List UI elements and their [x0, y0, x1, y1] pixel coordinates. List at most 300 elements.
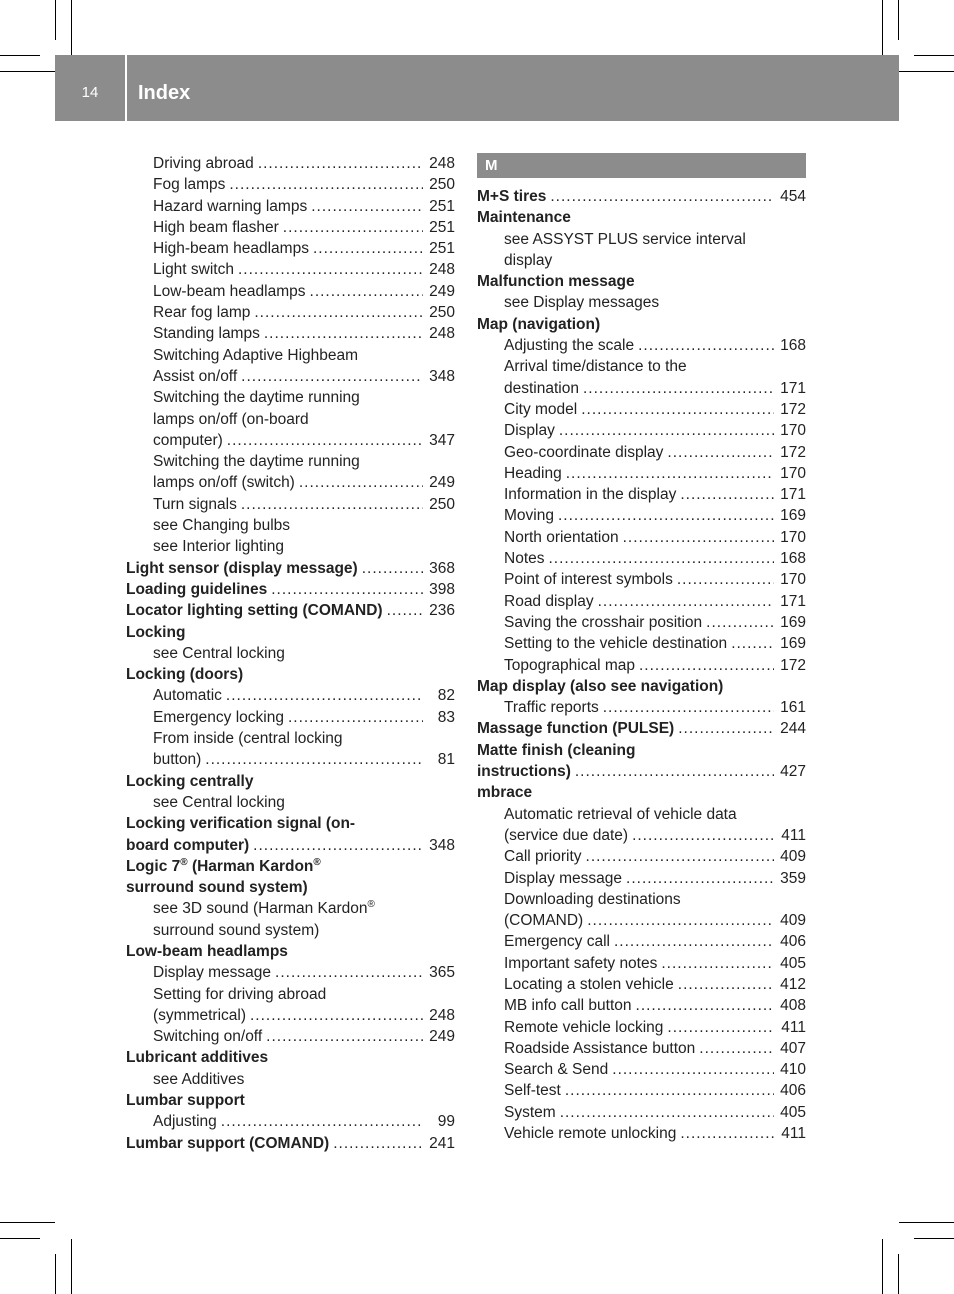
leader-dots: [250, 1005, 423, 1026]
page-reference: 406: [780, 1082, 806, 1100]
crop-mark: [0, 1238, 40, 1239]
index-subentry: [126, 515, 455, 536]
entry-text: board computer): [126, 836, 250, 854]
page-reference: 410: [780, 1061, 806, 1079]
entry-text: mbrace: [477, 784, 533, 802]
entry-text: Maintenance: [477, 209, 571, 227]
entry-text: Adjusting: [153, 1113, 217, 1131]
page-reference: 169: [780, 613, 806, 631]
page-reference: 168: [780, 550, 806, 568]
entry-text: High beam flasher: [153, 218, 279, 236]
crop-mark: [882, 0, 883, 55]
page-reference: 171: [780, 379, 806, 397]
index-subentry: [126, 1069, 455, 1090]
page-reference: 168: [780, 337, 806, 355]
leader-dots: [221, 1111, 423, 1132]
index-entry: [477, 207, 806, 228]
entry-text: City model: [504, 400, 578, 418]
index-subentry: [126, 962, 455, 983]
page-reference: 365: [429, 964, 455, 982]
leader-dots: [699, 1038, 774, 1059]
index-subentry: [126, 1026, 455, 1047]
page-reference: 171: [780, 486, 806, 504]
entry-text: Standing lamps: [153, 325, 260, 343]
index-subentry: [477, 612, 806, 633]
index-subentry: [126, 707, 455, 728]
page-reference: 407: [780, 1039, 806, 1057]
leader-dots: [253, 835, 423, 856]
leader-dots: [559, 420, 774, 441]
leader-dots: [632, 825, 774, 846]
entry-text: Search & Send: [504, 1061, 609, 1079]
entry-text: Geo-coordinate display: [504, 443, 664, 461]
page-reference: 83: [437, 708, 455, 726]
page-reference: 250: [429, 176, 455, 194]
page-reference: 82: [437, 687, 455, 705]
leader-dots: [680, 1123, 774, 1144]
index-entry: [477, 314, 806, 335]
leader-dots: [581, 399, 774, 420]
page-reference: 454: [780, 188, 806, 205]
page-reference: 368: [429, 559, 455, 577]
entry-text: Malfunction message: [477, 273, 635, 291]
index-subentry: [126, 984, 455, 1027]
page-reference: 248: [429, 1006, 455, 1024]
leader-dots: [229, 174, 423, 195]
page-reference: 250: [429, 495, 455, 513]
page-reference: 241: [429, 1134, 455, 1152]
page-reference: 409: [780, 912, 806, 930]
index-entry: [126, 941, 455, 962]
index-subentry: [126, 153, 455, 174]
page-reference: 170: [780, 464, 806, 482]
index-subentry: [477, 633, 806, 654]
page-reference: 398: [429, 580, 455, 598]
index-subentry: [126, 536, 455, 557]
entry-text: Switching the daytime running: [153, 453, 360, 471]
index-subentry: [477, 889, 806, 932]
page-number: 14: [81, 84, 99, 101]
entry-text: Switching on/off: [153, 1028, 263, 1046]
leader-dots: [313, 238, 423, 259]
entry-text: Topographical map: [504, 656, 635, 674]
page-title: Index: [138, 82, 191, 104]
page-reference: 244: [780, 720, 806, 738]
index-subentry: [477, 442, 806, 463]
index-entry: [126, 856, 455, 899]
entry-text: surround sound system): [126, 879, 308, 897]
leader-dots: [271, 579, 423, 600]
entry-text: (COMAND): [504, 912, 584, 930]
leader-dots: [558, 505, 774, 526]
entry-text: M+S tires: [477, 188, 547, 205]
entry-text: instructions): [477, 763, 571, 781]
entry-text: Lumbar support: [126, 1092, 245, 1110]
entry-text: Important safety notes: [504, 954, 658, 972]
index-subentry: [477, 356, 806, 399]
entry-text: Display: [504, 422, 555, 440]
page-reference: 249: [429, 282, 455, 300]
leader-dots: [333, 1133, 423, 1154]
entry-text: Rear fog lamp: [153, 304, 251, 322]
letter-heading: M: [477, 153, 806, 178]
index-entry: [126, 1090, 455, 1111]
entry-text: Light sensor (display message): [126, 559, 358, 577]
page-reference: 427: [780, 763, 806, 781]
entry-text: see Changing bulbs: [153, 517, 291, 535]
index-subentry: [477, 335, 806, 356]
leader-dots: [587, 910, 774, 931]
entry-text: see Central locking: [153, 644, 285, 662]
entry-text: Notes: [504, 550, 545, 568]
page-reference: 161: [780, 699, 806, 717]
index-entry: [126, 1047, 455, 1068]
page-header: [55, 55, 899, 121]
leader-dots: [623, 527, 774, 548]
page-reference: 172: [780, 656, 806, 674]
page-reference: 99: [437, 1113, 455, 1131]
page-reference: 405: [780, 1103, 806, 1121]
crop-mark: [55, 0, 56, 40]
leader-dots: [566, 463, 774, 484]
crop-mark: [71, 0, 72, 55]
index-subentry: [126, 174, 455, 195]
entry-text: Point of interest symbols: [504, 571, 673, 589]
leader-dots: [678, 718, 774, 739]
crop-mark: [0, 71, 55, 72]
leader-dots: [266, 1026, 423, 1047]
leader-dots: [583, 378, 774, 399]
index-entry: [126, 558, 455, 579]
leader-dots: [288, 707, 423, 728]
index-entry: [126, 664, 455, 685]
crop-mark: [71, 1239, 72, 1294]
entry-text: Road display: [504, 592, 594, 610]
crop-mark: [0, 1222, 55, 1223]
index-entry: [126, 622, 455, 643]
index-entry: [126, 1133, 455, 1154]
page-reference: 170: [780, 528, 806, 546]
crop-mark: [899, 1222, 954, 1223]
page-reference: 170: [780, 422, 806, 440]
leader-dots: [639, 655, 774, 676]
entry-text: Setting to the vehicle destination: [504, 635, 728, 653]
crop-mark: [898, 0, 899, 40]
page-reference: 348: [429, 367, 455, 385]
entry-text: Switching the daytime running: [153, 389, 360, 407]
page-reference: 412: [780, 975, 806, 993]
index-entry: [477, 676, 806, 697]
index-entry: [126, 579, 455, 600]
page-reference: 169: [780, 507, 806, 525]
leader-dots: [680, 484, 774, 505]
entry-text: Map display (also see navigation): [477, 677, 724, 695]
page-reference: 411: [781, 1018, 806, 1036]
entry-text: Locking verification signal (on-: [126, 815, 356, 833]
page-reference: 170: [780, 571, 806, 589]
leader-dots: [254, 302, 423, 323]
leader-dots: [638, 335, 774, 356]
leader-dots: [626, 868, 774, 889]
leader-dots: [387, 600, 423, 621]
crop-mark: [882, 1239, 883, 1294]
index-subentry: [477, 1038, 806, 1059]
entry-text: destination: [504, 379, 579, 397]
crop-mark: [899, 71, 954, 72]
index-subentry: [477, 995, 806, 1016]
page-reference: 249: [429, 474, 455, 492]
page-reference: 248: [429, 155, 455, 172]
entry-text: display: [504, 251, 553, 269]
index-subentry: [477, 484, 806, 505]
page-reference: 172: [780, 443, 806, 461]
entry-text: Display message: [153, 964, 272, 982]
index-entry: [126, 600, 455, 621]
entry-text: Traffic reports: [504, 699, 599, 717]
index-subentry: [126, 1111, 455, 1132]
entry-text: Locator lighting setting (COMAND): [126, 602, 383, 620]
index-subentry: [477, 931, 806, 952]
entry-text: Locking: [126, 623, 186, 641]
entry-text: Switching Adaptive Highbeam: [153, 346, 359, 364]
index-subentry: [477, 1059, 806, 1080]
index-subentry: [477, 655, 806, 676]
index-subentry: [477, 569, 806, 590]
leader-dots: [678, 974, 774, 995]
entry-text: North orientation: [504, 528, 619, 546]
crop-mark: [898, 1254, 899, 1294]
entry-text: Vehicle remote unlocking: [504, 1125, 677, 1143]
entry-text: see 3D sound (Harman Kardon®: [153, 899, 375, 918]
leader-dots: [614, 931, 774, 952]
entry-text: Emergency call: [504, 933, 610, 951]
page-reference: 236: [429, 602, 455, 620]
index-subentry: [477, 804, 806, 847]
index-subentry: [126, 302, 455, 323]
entry-text: see ASSYST PLUS service interval: [504, 230, 746, 248]
entry-text: Locking (doors): [126, 666, 244, 684]
page-reference: 411: [781, 1125, 806, 1143]
leader-dots: [636, 995, 774, 1016]
entry-text: Logic 7® (Harman Kardon®: [126, 856, 321, 875]
index-subentry: [126, 792, 455, 813]
page-reference: 406: [780, 933, 806, 951]
entry-text: Automatic retrieval of vehicle data: [504, 805, 737, 823]
entry-text: Display message: [504, 869, 623, 887]
entry-text: Arrival time/distance to the: [504, 358, 687, 376]
entry-text: Locating a stolen vehicle: [504, 975, 674, 993]
entry-text: Locking centrally: [126, 772, 254, 790]
index-subentry: [477, 1080, 806, 1101]
crop-mark: [914, 55, 954, 56]
page-reference: 248: [429, 261, 455, 279]
page-reference: 169: [780, 635, 806, 653]
entry-text: Adjusting the scale: [504, 337, 635, 355]
crop-mark: [55, 1254, 56, 1294]
index-subentry: [477, 1017, 806, 1038]
entry-text: Downloading destinations: [504, 890, 681, 908]
index-entry: [477, 740, 806, 783]
crop-mark: [0, 55, 40, 56]
leader-dots: [283, 217, 423, 238]
index-subentry: [126, 898, 455, 941]
entry-text: High-beam headlamps: [153, 240, 309, 258]
index-subentry: [477, 868, 806, 889]
leader-dots: [275, 962, 423, 983]
entry-text: Driving abroad: [153, 155, 254, 172]
leader-dots: [603, 697, 774, 718]
entry-text: Massage function (PULSE): [477, 720, 675, 738]
index-subentry: [477, 846, 806, 867]
page-reference: 249: [429, 1028, 455, 1046]
index-subentry: [477, 548, 806, 569]
leader-dots: [299, 472, 423, 493]
index-entry: [477, 782, 806, 803]
page-reference: 409: [780, 848, 806, 866]
entry-text: Loading guidelines: [126, 580, 268, 598]
leader-dots: [565, 1080, 774, 1101]
index-entry: [477, 718, 806, 739]
entry-text: surround sound system): [153, 921, 320, 939]
index-subentry: [477, 527, 806, 548]
leader-dots: [661, 953, 774, 974]
leader-dots: [310, 281, 423, 302]
index-column-right: [477, 153, 806, 1144]
page-reference: 250: [429, 304, 455, 322]
index-column-left: [126, 153, 455, 1154]
leader-dots: [550, 186, 774, 207]
page-reference: 248: [429, 325, 455, 343]
entry-text: (symmetrical): [153, 1006, 246, 1024]
entry-text: System: [504, 1103, 556, 1121]
leader-dots: [226, 685, 423, 706]
page-reference: 251: [429, 197, 455, 215]
leader-dots: [264, 323, 423, 344]
entry-text: see Interior lighting: [153, 538, 284, 556]
entry-text: Self-test: [504, 1082, 561, 1100]
page-reference: 411: [781, 826, 806, 844]
page-reference: 251: [429, 240, 455, 258]
index-subentry: [477, 1123, 806, 1144]
header-divider: [125, 55, 127, 121]
leader-dots: [549, 548, 775, 569]
entry-text: (service due date): [504, 826, 629, 844]
index-subentry: [477, 1102, 806, 1123]
index-subentry: [126, 323, 455, 344]
leader-dots: [598, 591, 774, 612]
leader-dots: [258, 153, 423, 174]
entry-text: MB info call button: [504, 997, 632, 1015]
index-subentry: [477, 974, 806, 995]
entry-text: Heading: [504, 464, 562, 482]
entry-text: Setting for driving abroad: [153, 985, 327, 1003]
index-subentry: [126, 643, 455, 664]
entry-text: From inside (central locking: [153, 730, 343, 748]
leader-dots: [362, 558, 423, 579]
index-subentry: [126, 387, 455, 451]
index-subentry: [477, 953, 806, 974]
entry-text: lamps on/off (switch): [153, 474, 295, 492]
index-subentry: [477, 505, 806, 526]
crop-mark: [914, 1238, 954, 1239]
index-entry: [477, 186, 806, 207]
leader-dots: [667, 1017, 774, 1038]
entry-text: Low-beam headlamps: [126, 942, 288, 960]
entry-text: Information in the display: [504, 486, 677, 504]
leader-dots: [612, 1059, 774, 1080]
entry-text: Lubricant additives: [126, 1049, 269, 1067]
entry-text: Emergency locking: [153, 708, 284, 726]
index-subentry: [126, 217, 455, 238]
leader-dots: [205, 749, 423, 770]
leader-dots: [575, 761, 774, 782]
entry-text: Roadside Assistance button: [504, 1039, 696, 1057]
page-reference: 359: [780, 869, 806, 887]
entry-text: Remote vehicle locking: [504, 1018, 664, 1036]
index-subentry: [477, 399, 806, 420]
entry-text: see Central locking: [153, 793, 285, 811]
leader-dots: [667, 442, 774, 463]
index-subentry: [126, 281, 455, 302]
entry-text: Hazard warning lamps: [153, 197, 308, 215]
index-entry: [126, 813, 455, 856]
entry-text: Turn signals: [153, 495, 237, 513]
index-entry: [477, 271, 806, 292]
entry-text: computer): [153, 431, 223, 449]
index-subentry: [126, 238, 455, 259]
leader-dots: [586, 846, 774, 867]
entry-text: Call priority: [504, 848, 582, 866]
index-subentry: [126, 259, 455, 280]
leader-dots: [560, 1102, 774, 1123]
index-subentry: [126, 685, 455, 706]
entry-text: Light switch: [153, 261, 234, 279]
entry-text: see Additives: [153, 1070, 245, 1088]
entry-text: Moving: [504, 507, 554, 525]
entry-text: button): [153, 751, 202, 769]
leader-dots: [227, 430, 423, 451]
index-subentry: [126, 345, 455, 388]
index-subentry: [126, 196, 455, 217]
leader-dots: [238, 259, 423, 280]
index-entries-m: [477, 186, 806, 1144]
index-subentry: [126, 494, 455, 515]
leader-dots: [241, 366, 423, 387]
page-reference: 81: [437, 751, 455, 769]
index-subentry: [477, 697, 806, 718]
page-reference: 347: [429, 431, 455, 449]
entry-text: Assist on/off: [153, 367, 238, 385]
index-subentry: [477, 292, 806, 313]
index-entry: [126, 771, 455, 792]
page-reference: 171: [780, 592, 806, 610]
entry-text: Saving the crosshair position: [504, 613, 703, 631]
leader-dots: [706, 612, 774, 633]
page-reference: 408: [780, 997, 806, 1015]
entry-text: Low-beam headlamps: [153, 282, 306, 300]
page-reference: 251: [429, 218, 455, 236]
leader-dots: [241, 494, 423, 515]
entry-text: Fog lamps: [153, 176, 226, 194]
leader-dots: [677, 569, 774, 590]
entry-text: Map (navigation): [477, 315, 601, 333]
entry-text: see Display messages: [504, 294, 660, 312]
index-subentry: [477, 229, 806, 272]
entry-text: lamps on/off (on-board: [153, 410, 309, 428]
page-reference: 405: [780, 954, 806, 972]
leader-dots: [311, 196, 423, 217]
index-subentry: [477, 591, 806, 612]
